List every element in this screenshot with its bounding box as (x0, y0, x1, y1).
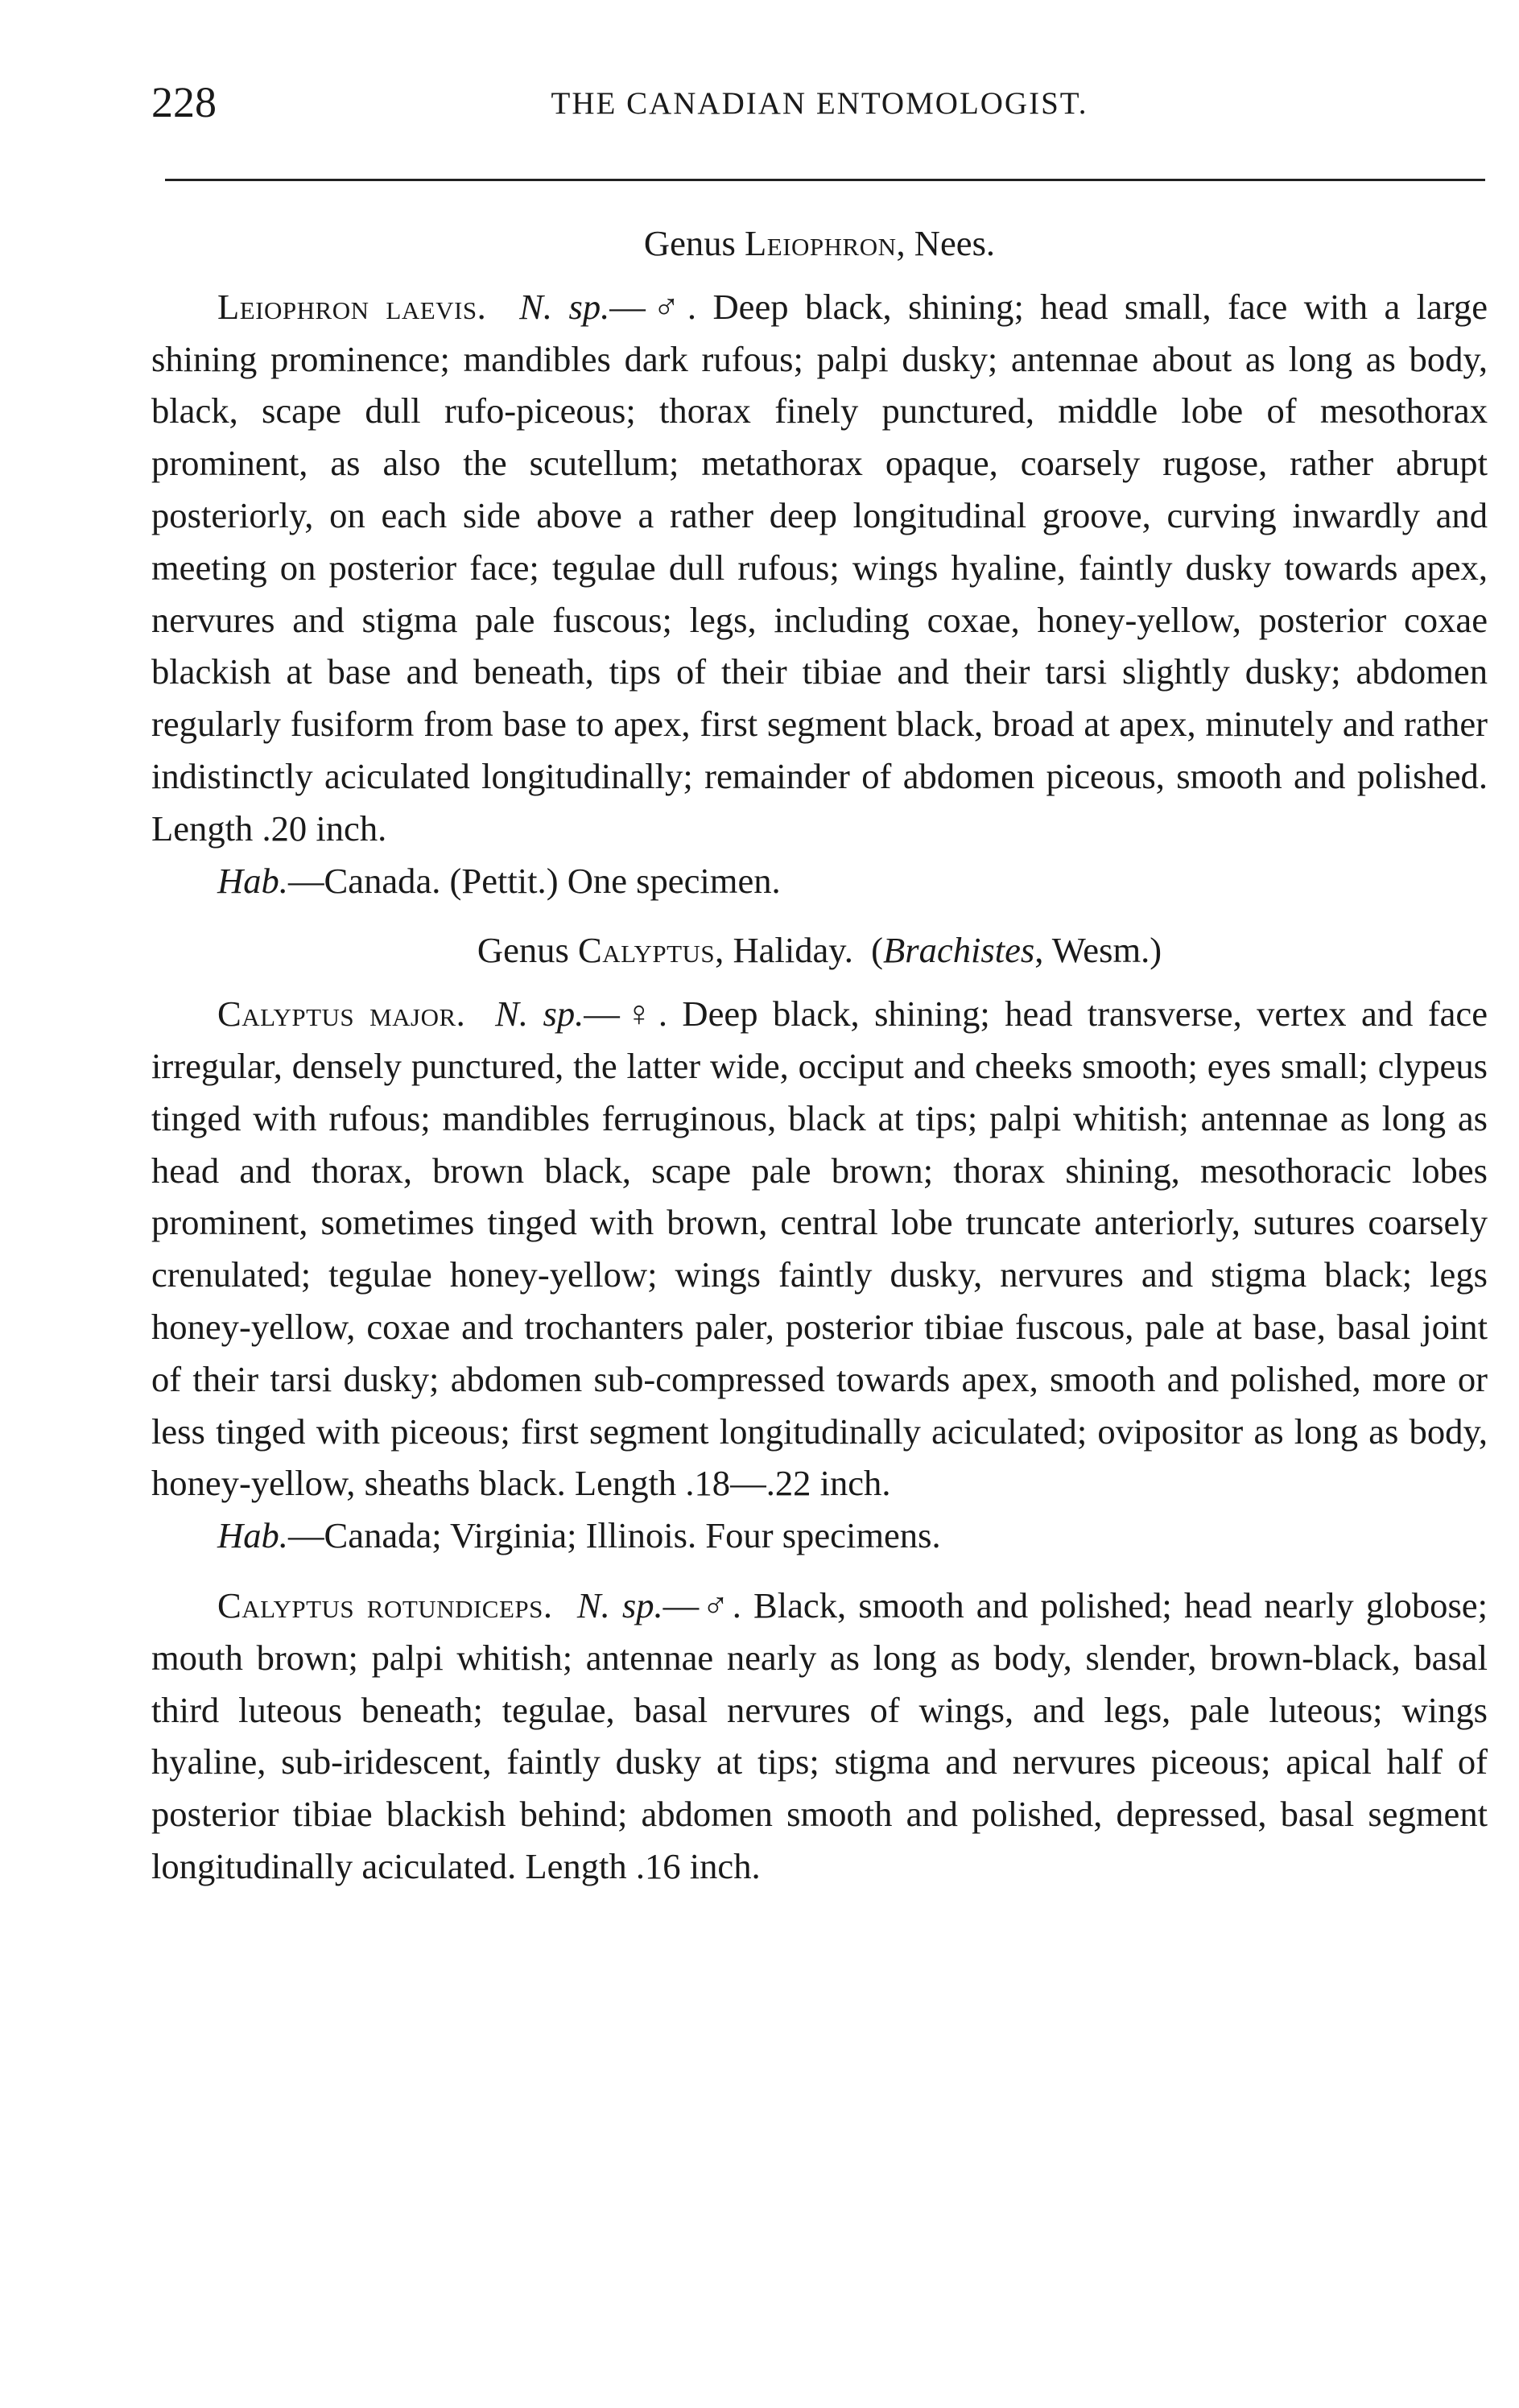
genus-name: Calyptus (577, 930, 716, 971)
running-head (151, 77, 1488, 142)
sex-symbol: —♂. (662, 1584, 741, 1625)
genus-label: Genus (477, 930, 569, 971)
hab-label: Hab. (217, 1515, 288, 1556)
hab-label: Hab. (217, 860, 288, 901)
habitat-line (151, 855, 1488, 907)
genus-synonym: Brachistes (883, 930, 1035, 971)
habitat-line (151, 1510, 1488, 1562)
species-name: Calyptus rotundiceps. (217, 1584, 553, 1625)
synonym-open: ( (871, 930, 884, 971)
species-name: Calyptus major. (217, 993, 466, 1035)
genus-label: Genus (643, 223, 736, 263)
header-rule (165, 179, 1485, 181)
hab-text: —Canada; Virginia; Illinois. Four specimens. (287, 1515, 941, 1556)
genus-author: , Nees. (896, 223, 996, 263)
genus-heading-leiophron (151, 217, 1488, 270)
genus-synonym-author: , Wesm.) (1034, 930, 1162, 971)
species-entry-leiophron-laevis (151, 281, 1488, 855)
species-mark: N. sp. (495, 993, 584, 1035)
species-description: Black, smooth and polished; head nearly globose; mouth brown; palpi whitish; antennae nearly as long as body, slender, brown-black, basal third luteous beneath; tegulae, basal nervures of wings, and legs, pale luteous; wings hyaline, sub-iridescent, faintly dusky at tips; stigma and nervures piceous; apical half of posterior tibiae blackish behind; abdomen smooth and polished, depressed, basal segment longitudinally aciculated. Length .16 inch. (151, 1584, 1488, 1886)
species-entry-calyptus-major (151, 988, 1488, 1510)
hab-text: —Canada. (Pettit.) One specimen. (287, 860, 781, 901)
species-description: Deep black, shining; head small, face with a large shining prominence; mandibles dark rufous; palpi dusky; antennae about as long as body, black, scape dull rufo-piceous; thorax finely punctured, middle lobe of mesothorax prominent, as also the scutellum; metathorax opaque, coarsely rugose, rather abrupt posteriorly, on each side above a rather deep longitudinal groove, curving inwardly and meeting on posterior face; tegulae dull rufous; wings hyaline, faintly dusky towards apex, nervures and stigma pale fuscous; legs, including coxae, honey-yellow, posterior coxae blackish at base and beneath, tips of their tibiae and their tarsi slightly dusky; abdomen regularly fusiform from base to apex, first segment black, broad at apex, minutely and rather indistinctly aciculated longitudinally; remainder of abdomen piceous, smooth and polished. Length .20 inch. (151, 286, 1488, 849)
article-body (151, 217, 1488, 1893)
genus-heading-calyptus (151, 924, 1488, 977)
page-number: 228 (151, 78, 217, 126)
sex-symbol: —♂. (609, 286, 697, 327)
sex-symbol: —♀. (584, 993, 668, 1035)
species-mark: N. sp. (519, 286, 610, 327)
species-description: Deep black, shining; head transverse, vertex and face irregular, densely punctured, the latter wide, occiput and cheeks smooth; eyes small; clypeus tinged with rufous; mandibles ferruginous, black at tips; palpi whitish; antennae as long as head and thorax, brown black, scape pale brown; thorax shining, mesothoracic lobes prominent, sometimes tinged with brown, central lobe truncate anteriorly, sutures coarsely crenulated; tegulae honey-yellow; wings faintly dusky, nervures and stigma black; legs honey-yellow, coxae and trochanters paler, posterior tibiae fuscous, pale at base, basal joint of their tarsi dusky; abdomen sub-compressed towards apex, smooth and polished, more or less tinged with piceous; first segment longitudinally aciculated; ovipositor as long as body, honey-yellow, sheaths black. Length .18—.22 inch. (151, 993, 1488, 1504)
species-entry-calyptus-rotundiceps (151, 1580, 1488, 1893)
journal-title: THE CANADIAN ENTOMOLOGIST. (551, 86, 1088, 121)
genus-name: Leiophron (745, 223, 897, 263)
genus-author: , Haliday. (715, 930, 853, 971)
species-name: Leiophron laevis. (217, 286, 487, 327)
species-mark: N. sp. (576, 1584, 663, 1625)
